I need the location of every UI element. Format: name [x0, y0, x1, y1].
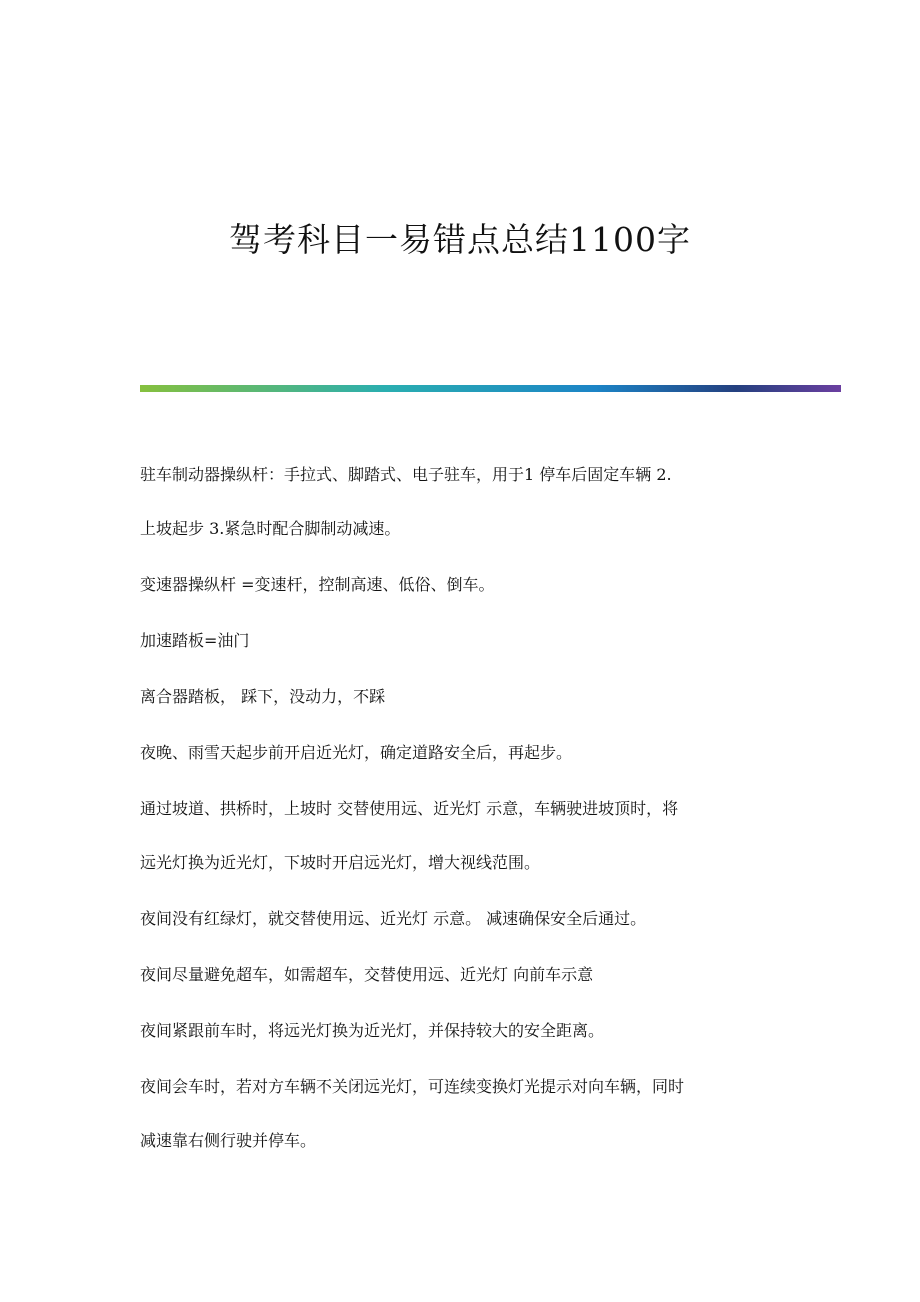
paragraph — [140, 682, 780, 711]
document-body — [140, 460, 780, 1182]
paragraph-line: 上坡起步 3.紧急时配合脚制动减速。 — [140, 519, 401, 538]
paragraph-line: 离合器踏板， 踩下，没动力，不踩 — [140, 687, 386, 706]
paragraph — [140, 738, 780, 767]
paragraph — [140, 570, 780, 599]
paragraph-line: 远光灯换为近光灯，下坡时开启远光灯，增大视线范围。 — [140, 853, 541, 872]
paragraph-line: 减速靠右侧行驶并停车。 — [140, 1131, 317, 1150]
paragraph-line: 夜间紧跟前车时，将远光灯换为近光灯，并保持较大的安全距离。 — [140, 1021, 605, 1040]
paragraph-line: 加速踏板=油门 — [140, 631, 250, 650]
paragraph — [140, 904, 780, 933]
document-title: 驾考科目一易错点总结1100字 — [229, 220, 691, 259]
paragraph-line: 夜晚、雨雪天起步前开启近光灯，确定道路安全后，再起步。 — [140, 743, 573, 762]
paragraph-line: 夜间没有红绿灯，就交替使用远、近光灯 示意。 减速确保安全后通过。 — [140, 909, 647, 928]
paragraph — [140, 1072, 780, 1155]
paragraph — [140, 460, 780, 543]
paragraph — [140, 626, 780, 655]
paragraph-line: 夜间尽量避免超车，如需超车，交替使用远、近光灯 向前车示意 — [140, 965, 594, 984]
paragraph-line: 通过坡道、拱桥时，上坡时 交替使用远、近光灯 示意，车辆驶进坡顶时，将 — [140, 799, 679, 818]
paragraph-line: 驻车制动器操纵杆：手拉式、脚踏式、电子驻车，用于1 停车后固定车辆 2. — [140, 465, 672, 484]
title-divider — [140, 385, 841, 392]
paragraph — [140, 960, 780, 989]
paragraph — [140, 1016, 780, 1045]
paragraph-line: 夜间会车时，若对方车辆不关闭远光灯，可连续变换灯光提示对向车辆，同时 — [140, 1077, 685, 1096]
paragraph-line: 变速器操纵杆 =变速杆，控制高速、低俗、倒车。 — [140, 575, 495, 594]
paragraph — [140, 794, 780, 877]
